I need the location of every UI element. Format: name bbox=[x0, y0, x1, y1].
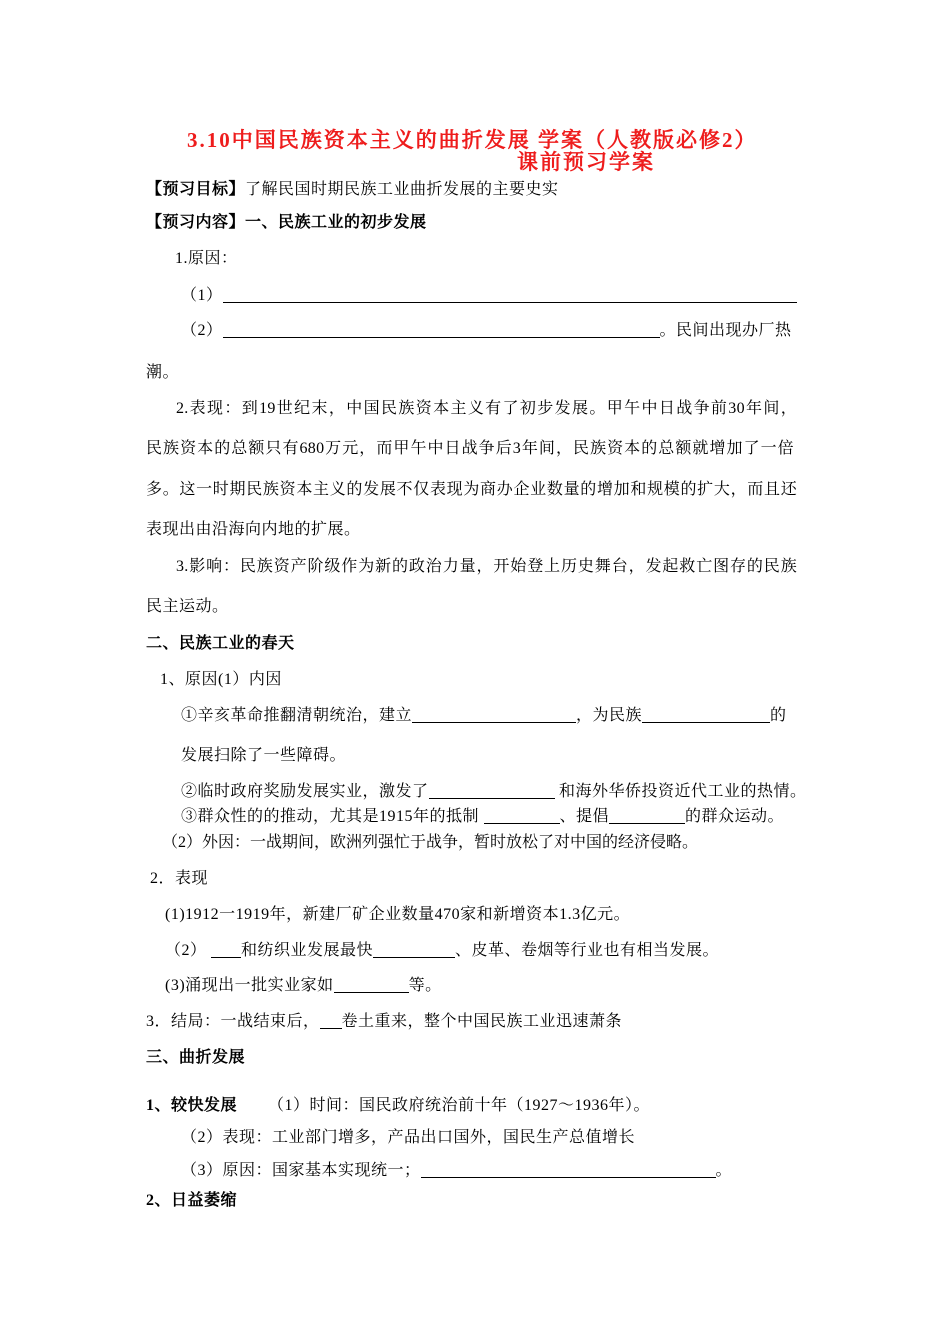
perf-3-text-b: 等。 bbox=[408, 977, 442, 994]
cause-2-suffix: 。民间出现办厂热 bbox=[659, 322, 792, 339]
section1-cause-1 bbox=[181, 287, 797, 305]
blank-line bbox=[484, 809, 560, 824]
section3-sub2-label: 2、日益萎缩 bbox=[146, 1192, 238, 1209]
blank-line bbox=[211, 943, 241, 958]
section2-heading: 二、民族工业的春天 bbox=[146, 635, 295, 652]
section1-performance-line: 2.表现：到19世纪末，中国民族资本主义有了初步发展。甲午中日战争前30年间， bbox=[176, 400, 797, 417]
sub1-cause-text-a: （3）原因：国家基本实现统一； bbox=[181, 1162, 421, 1179]
document-subtitle: 课前预习学案 bbox=[517, 150, 655, 174]
blank-line bbox=[334, 978, 409, 993]
section2-perf-1: (1)1912一1919年，新建厂矿企业数量470家和新增资本1.3亿元。 bbox=[165, 906, 631, 923]
blank-line bbox=[373, 943, 455, 958]
cause-2-prefix: （2） bbox=[181, 322, 223, 339]
document-title: 3.10中国民族资本主义的曲折发展 学案（人教版必修2） bbox=[187, 128, 758, 152]
section2-cause-label: 1、原因(1）内因 bbox=[160, 671, 282, 688]
section1-performance-line: 表现出由沿海向内地的扩展。 bbox=[146, 521, 361, 538]
perf-3-text-a: (3)涌现出一批实业家如 bbox=[165, 977, 334, 994]
section1-heading: 一、民族工业的初步发展 bbox=[245, 214, 427, 231]
preview-goal-label: 【预习目标】 bbox=[146, 181, 246, 198]
section1-performance-line: 多。这一时期民族资本主义的发展不仅表现为商办企业数量的增加和规模的扩大，而且还 bbox=[146, 481, 797, 498]
item-1-text-c: 的 bbox=[770, 707, 787, 724]
section1-impact-line: 民主运动。 bbox=[146, 598, 229, 615]
section1-cause-2 bbox=[181, 322, 792, 340]
blank-line bbox=[223, 288, 797, 303]
blank-line bbox=[429, 784, 555, 799]
item-2-text-a: ②临时政府奖励发展实业，激发了 bbox=[181, 783, 429, 800]
preview-goal-text: 了解民国时期民族工业曲折发展的主要史实 bbox=[245, 181, 559, 198]
section1-performance-line: 民族资本的总额只有680万元，而甲午中日战争后3年间，民族资本的总额就增加了一倍 bbox=[146, 440, 794, 457]
section2-item-1-cont: 发展扫除了一些障碍。 bbox=[181, 747, 347, 764]
section2-performance-label: 2．表现 bbox=[150, 870, 209, 887]
blank-line bbox=[223, 323, 660, 338]
item-3-text-c: 的群众运动。 bbox=[685, 808, 785, 825]
blank-line bbox=[320, 1014, 342, 1029]
blank-line bbox=[412, 708, 576, 723]
preview-content-heading bbox=[146, 214, 427, 232]
perf-2-text-c: 、皮革、卷烟等行业也有相当发展。 bbox=[455, 942, 720, 959]
cause-1-prefix: （1） bbox=[181, 287, 223, 304]
section3-sub1-cause bbox=[181, 1162, 732, 1180]
item-1-text-b: ，为民族 bbox=[576, 707, 643, 724]
section2-perf-2 bbox=[165, 942, 719, 960]
blank-line bbox=[421, 1163, 716, 1178]
sub1-cause-text-b: 。 bbox=[715, 1162, 733, 1179]
section1-cause-2-cont: 潮。 bbox=[146, 364, 180, 381]
item-2-text-b: 和海外华侨投资近代工业的热情。 bbox=[554, 783, 807, 800]
section2-outcome bbox=[146, 1013, 622, 1031]
blank-line bbox=[609, 809, 685, 824]
outcome-text-b: 卷土重来，整个中国民族工业迅速萧条 bbox=[341, 1013, 623, 1030]
section2-item-1 bbox=[181, 707, 787, 725]
item-3-text-a: ③群众性的的推动，尤其是1915年的抵制 bbox=[181, 808, 484, 825]
preview-goal bbox=[146, 181, 559, 199]
item-1-text-a: ①辛亥革命推翻清朝统治，建立 bbox=[181, 707, 413, 724]
section1-cause-label: 1.原因： bbox=[175, 250, 238, 267]
item-3-text-b: 、提倡 bbox=[559, 808, 610, 825]
perf-2-text-a: （2） bbox=[165, 942, 212, 959]
perf-2-text-b: 和纺织业发展最快 bbox=[241, 942, 374, 959]
section1-impact-line: 3.影响：民族资产阶级作为新的政治力量，开始登上历史舞台，发起救亡图存的民族 bbox=[176, 558, 797, 575]
section3-sub1-label: 1、较快发展 bbox=[146, 1097, 238, 1114]
section3-sub1-performance: （2）表现：工业部门增多，产品出口国外，国民生产总值增长 bbox=[181, 1129, 636, 1146]
blank-line bbox=[642, 708, 770, 723]
section2-perf-3 bbox=[165, 977, 442, 995]
section2-item-3 bbox=[181, 808, 784, 826]
section2-item-2 bbox=[181, 783, 807, 801]
section3-sub1-time: （1）时间：国民政府统治前十年（1927～1936年）。 bbox=[268, 1097, 651, 1114]
section2-external-cause: （2）外因：一战期间，欧洲列强忙于战争，暂时放松了对中国的经济侵略。 bbox=[162, 834, 699, 851]
section3-heading: 三、曲折发展 bbox=[146, 1049, 246, 1066]
outcome-text-a: 3．结局：一战结束后， bbox=[146, 1013, 320, 1030]
preview-content-label: 【预习内容】 bbox=[146, 214, 246, 231]
